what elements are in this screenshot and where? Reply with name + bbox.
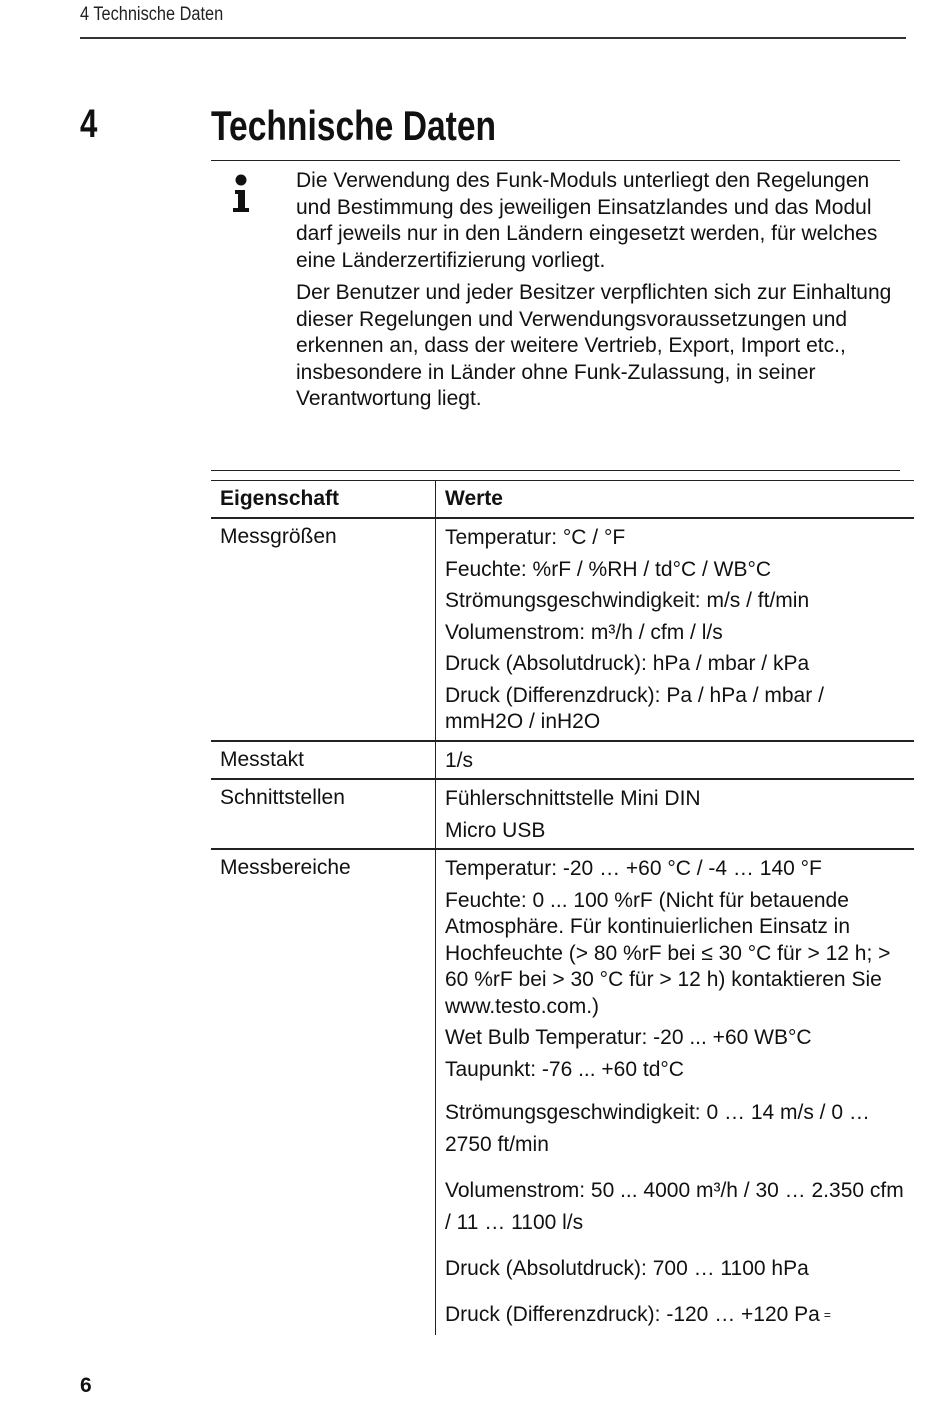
value-line: Taupunkt: -76 ... +60 td°C — [445, 1057, 684, 1081]
value-line: Strömungsgeschwindigkeit: m/s / ft/min — [445, 589, 810, 612]
value-line: Fühlerschnittstelle Mini DIN — [445, 787, 701, 810]
note-bottom-rule — [211, 470, 900, 471]
value-line: Druck (Absolutdruck): hPa / mbar / kPa — [445, 652, 810, 675]
values-cell — [436, 742, 914, 779]
value-line: Volumenstrom: 50 ... 4000 m³/h / 30 … 2.350 cfm / 11 … 1100 l/s — [445, 1179, 904, 1234]
value-line — [445, 1299, 905, 1331]
table-row — [211, 780, 914, 850]
info-note — [296, 168, 901, 419]
value-line: Feuchte: %rF / %RH / td°C / WB°C — [445, 557, 772, 581]
value-line: Temperatur: °C / °F — [445, 526, 626, 549]
note-top-rule — [211, 160, 900, 161]
value-line: 1/s — [445, 748, 474, 772]
table-row — [211, 742, 914, 781]
table-header-row — [211, 480, 914, 519]
value-line: Druck (Differenzdruck): Pa / hPa / mbar / mmH2O / inH2O — [445, 683, 824, 733]
note-paragraph: Die Verwendung des Funk-Moduls unterliegt den Regelungen und Bestimmung des jeweiligen Einsatzlandes und das Modul darf jeweils nur in den Ländern eingesetzt werden, für welches eine Länderzertifizierung vorliegt. — [296, 169, 878, 272]
value-line: Wet Bulb Temperatur: -20 ... +60 WB°C — [445, 1026, 812, 1049]
running-header: 4 Technische Daten — [80, 4, 224, 25]
value-text: Druck (Differenzdruck): -120 … +120 Pa — [445, 1303, 820, 1326]
values-cell — [436, 780, 914, 848]
continuation-mark: = — [823, 1308, 831, 1323]
note-paragraph: Der Benutzer und jeder Besitzer verpflichten sich zur Einhaltung dieser Regelungen und Verwendungsvoraussetzungen und erkennen an, dass der weitere Vertrieb, Export, Import etc., insbesondere in Länder ohne Funk-Zulassung, in seiner Verantwortung liegt. — [296, 281, 892, 410]
table-row — [211, 850, 914, 1335]
property-cell: Schnittstellen — [211, 780, 436, 848]
column-header-values: Werte — [445, 487, 503, 510]
values-cell — [436, 519, 914, 740]
value-line: Strömungsgeschwindigkeit: 0 … 14 m/s / 0 … 2750 ft/min — [445, 1101, 870, 1156]
page-number: 6 — [80, 1374, 92, 1397]
chapter-number: 4 — [80, 102, 98, 146]
header-divider — [80, 37, 906, 39]
column-header-property: Eigenschaft — [211, 481, 436, 517]
values-cell — [436, 850, 914, 1335]
spec-table — [211, 480, 914, 1335]
value-line: Temperatur: -20 … +60 °C / -4 … 140 °F — [445, 857, 822, 880]
value-line: Druck (Absolutdruck): 700 … 1100 hPa — [445, 1257, 809, 1280]
property-cell: Messbereiche — [211, 850, 436, 1335]
table-row — [211, 519, 914, 742]
value-line: Feuchte: 0 ... 100 %rF (Nicht für betauende Atmosphäre. Für kontinuierlichen Einsatz in Hochfeuchte (> 80 %rF bei ≤ 30 °C für > 12 h; > 60 %rF bei > 30 °C für > 12 h) kontaktieren Sie www.testo.com.) — [445, 888, 891, 1018]
property-cell: Messgrößen — [211, 519, 436, 740]
info-icon — [230, 174, 254, 214]
chapter-title: Technische Daten — [211, 102, 497, 149]
property-cell: Messtakt — [211, 742, 436, 779]
value-line: Micro USB — [445, 818, 546, 842]
value-line: Volumenstrom: m³/h / cfm / l/s — [445, 620, 723, 644]
